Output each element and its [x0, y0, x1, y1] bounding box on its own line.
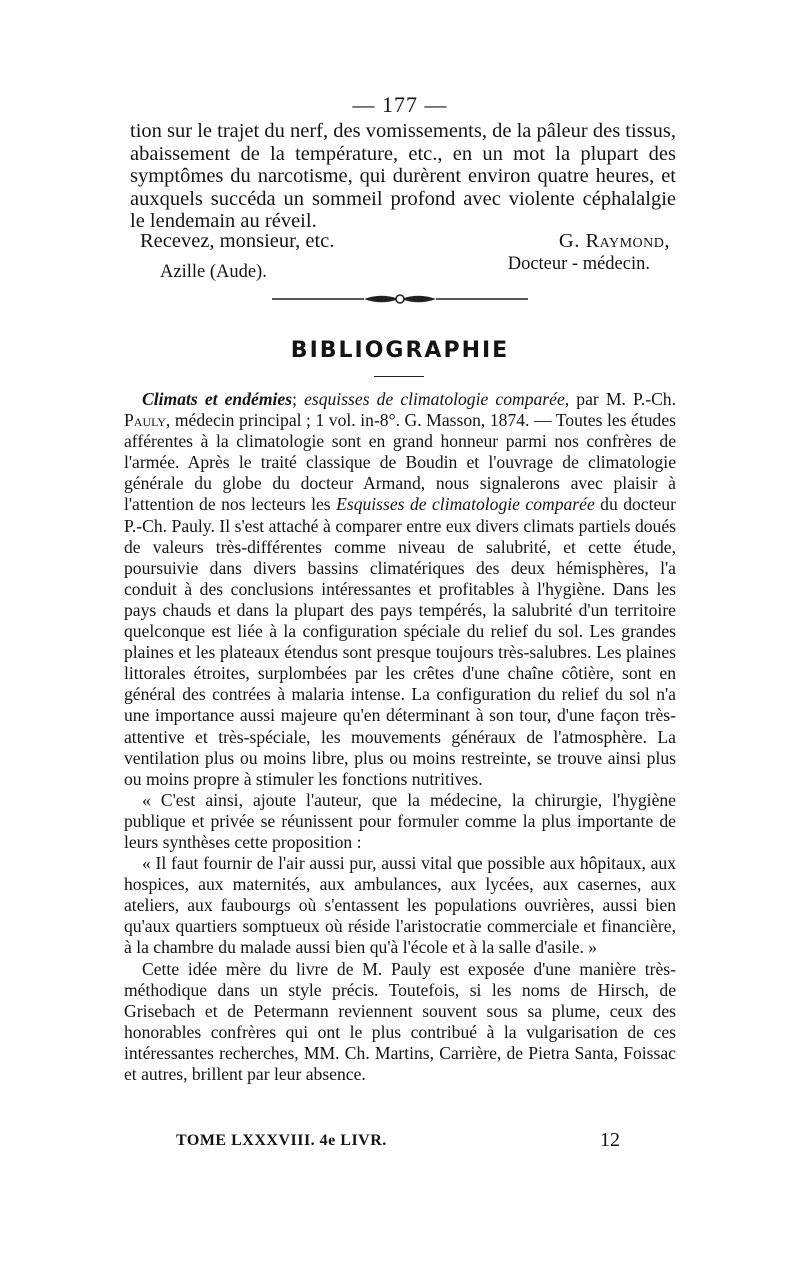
book-author: Pauly: [124, 410, 166, 431]
title-underline: [374, 376, 424, 377]
letter-greeting: Recevez, monsieur, etc.: [140, 230, 335, 252]
review-paragraph-2: « C'est ainsi, ajoute l'auteur, que la médecine, la chirurgie, l'hygiène publique et privée se réunissent pour formuler comme la plus importante de leurs synthèses cette proposition :: [124, 789, 676, 852]
text-run: , par M. P.-Ch.: [564, 389, 677, 409]
italic-reference: Esquisses de climatologie comparée: [336, 494, 595, 515]
review-paragraph-1: [124, 389, 676, 790]
review-paragraph-4: Cette idée mère du livre de M. Pauly est exposée d'une manière très-méthodique dans un style précis. Toutefois, si les noms de Hirsch, de Grisebach et de Petermann reviennent souvent sous sa plume, ceux des honorables confrères qui ont le plus contribué à la vulgarisation de ces intéressantes recherches, MM. Ch. Martins, Carrière, de Pietra Santa, Foissac et autres, brillent par leur absence.: [124, 958, 676, 1084]
signature-mark: 12: [600, 1129, 620, 1151]
author-role: Docteur - médecin.: [507, 254, 650, 274]
review-text: [124, 389, 676, 1085]
letter-place: Azille (Aude).: [160, 262, 267, 282]
section-title: BIBLIOGRAPHIE: [290, 338, 510, 363]
review-paragraph-3: « Il faut fournir de l'air aussi pur, aussi vital que possible aux hôpitaux, aux hospices, aux maternités, aux ambulances, aux lycées, aux casernes, aux ateliers, aux faubourgs où s'entassent les populations ouvrières, aussi bien qu'aux quartiers somptueux où réside l'aristocratie commerciale et financière, à la chambre du malade aussi bien qu'à l'école et à la salle d'asile. »: [124, 853, 676, 958]
section-ornament: [272, 290, 528, 308]
text-run: ;: [292, 389, 305, 409]
text-run: du docteur P.-Ch. Pauly. Il s'est attaché à comparer entre eux divers climats partiels doués de valeurs très-différentes comme niveau de salubrité, et cette étude, poursuivie dans divers bassins climatériques des deux hémisphères, l'a conduit à des conclusions intéressantes et profitables à l'hygiène. Dans les pays chauds et dans la plupart des pays tempérés, la salubrité d'un territoire quelconque est liée à la configuration spéciale du relief du sol. Les grandes plaines et les plateaux étendus sont presque toujours très-salubres. Les plaines littorales étroites, surplombées par les crêtes d'une chaîne côtière, sont en général des contrées à malaria intense. La configuration du relief du sol n'a une importance aussi majeure qu'en déterminant à son tour, d'une façon très-attentive et très-spéciale, les mouvements généraux de l'atmosphère. La ventilation plus ou moins libre, plus ou moins restreinte, se trouve ainsi plus ou moins propre à stimuler les fonctions nutritives.: [124, 494, 676, 789]
book-subtitle: esquisses de climatologie comparée: [304, 389, 565, 409]
volume-label: TOME LXXXVIII. 4e LIVR.: [176, 1132, 387, 1149]
letter-ending: [130, 120, 676, 233]
letter-paragraph: tion sur le trajet du nerf, des vomissements, de la pâleur des tissus, abaissement de la température, etc., en un mot la plupart des symptômes du narcotisme, qui durèrent environ quatre heures, et auxquels succéda un sommeil profond avec violente céphalalgie le lendemain au réveil.: [130, 120, 676, 233]
book-title: Climats et endémies: [142, 389, 293, 409]
letter-author: G. Raymond,: [558, 230, 670, 252]
page-number: — 177 —: [352, 92, 448, 117]
text-run: , médecin principal ; 1 vol. in-8°. G. Masson, 1874. — Toutes les études afférentes à la climatologie sont en grand honneur parmi nos confrères de l'armée. Après le traité classique de Boudin et l'ouvrage de climatologie générale du globe du docteur Armand, nous signalerons avec plaisir à l'attention de nos lecteurs les: [124, 410, 676, 515]
